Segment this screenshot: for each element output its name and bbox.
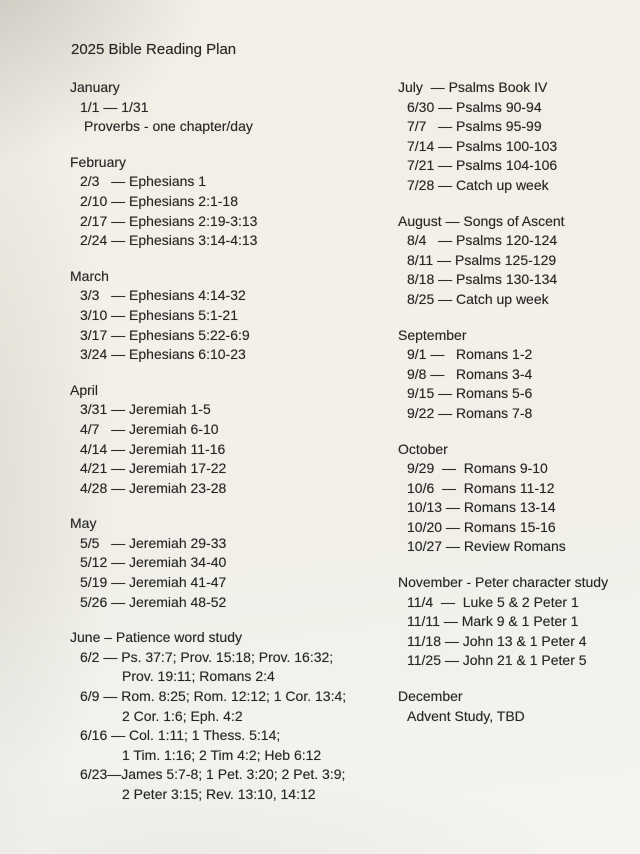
reading-entry: 9/15 — Romans 5-6 (407, 385, 533, 402)
plan-section (70, 267, 400, 365)
reading-entry: 4/14 — Jeremiah 11-16 (80, 440, 226, 457)
month-header: July — Psalms Book IV (398, 79, 548, 95)
reading-continuation: Prov. 19:11; Romans 2:4 (122, 668, 275, 685)
reading-entry: 9/22 — Romans 7-8 (407, 404, 533, 421)
plan-section (70, 78, 400, 137)
reading-entry: 8/4 — Psalms 120-124 (407, 232, 558, 249)
reading-entry: 3/31 — Jeremiah 1-5 (80, 401, 211, 418)
month-header: December (398, 688, 463, 705)
reading-entry: 5/26 — Jeremiah 48-52 (80, 593, 227, 610)
plan-column-right (398, 78, 640, 742)
reading-entry: 5/5 — Jeremiah 29-33 (80, 534, 227, 551)
reading-entry: 8/11 — Psalms 125-129 (407, 251, 557, 268)
reading-entry: 2/10 — Ephesians 2:1-18 (80, 192, 238, 209)
plan-section (398, 573, 640, 671)
reading-entry: 7/7 — Psalms 95-99 (407, 118, 542, 135)
month-header: November - Peter character study (398, 574, 609, 591)
plan-section (398, 440, 640, 558)
reading-entry: 3/3 — Ephesians 4:14-32 (80, 287, 246, 304)
reading-entry: 10/13 — Romans 13-14 (407, 499, 556, 516)
reading-entry: 4/28 — Jeremiah 23-28 (80, 479, 227, 496)
plan-section (70, 628, 400, 804)
reading-entry: 6/30 — Psalms 90-94 (407, 98, 542, 115)
reading-entry: 10/6 — Romans 11-12 (407, 479, 555, 496)
reading-entry: 10/27 — Review Romans (407, 538, 566, 555)
reading-entry: 4/7 — Jeremiah 6-10 (80, 420, 219, 437)
reading-entry: 9/8 — Romans 3-4 (407, 365, 533, 382)
reading-note: Proverbs - one chapter/day (84, 118, 253, 135)
reading-entry: 2/3 — Ephesians 1 (80, 173, 207, 190)
reading-entry: 7/28 — Catch up week (407, 176, 549, 193)
reading-entry: 6/2 — Ps. 37:7; Prov. 15:18; Prov. 16:32; (80, 648, 334, 665)
plan-section (398, 212, 640, 310)
reading-entry: 9/29 — Romans 9-10 (407, 460, 548, 477)
month-header: September (398, 326, 467, 343)
reading-entry: 2/24 — Ephesians 3:14-4:13 (80, 232, 258, 249)
reading-entry: 1/1 — 1/31 (80, 98, 149, 115)
reading-note: Advent Study, TBD (407, 707, 525, 724)
plan-column-left (70, 78, 400, 821)
month-header: May (70, 515, 97, 532)
plan-section (70, 381, 400, 499)
month-header: October (398, 440, 448, 457)
reading-entry: 8/25 — Catch up week (407, 290, 549, 307)
reading-entry: 11/11 — Mark 9 & 1 Peter 1 (407, 613, 579, 630)
reading-entry: 11/25 — John 21 & 1 Peter 5 (407, 652, 587, 669)
reading-entry: 7/14 — Psalms 100-103 (407, 137, 558, 154)
reading-entry: 11/4 — Luke 5 & 2 Peter 1 (407, 593, 579, 610)
month-header: January (70, 79, 120, 95)
plan-section (398, 687, 640, 726)
plan-section (398, 78, 640, 196)
plan-section (70, 153, 400, 251)
reading-entry: 4/21 — Jeremiah 17-22 (80, 460, 227, 477)
reading-continuation: 2 Peter 3:15; Rev. 13:10, 14:12 (122, 786, 316, 802)
reading-entry: 3/10 — Ephesians 5:1-21 (80, 306, 238, 323)
reading-entry: 6/9 — Rom. 8:25; Rom. 12:12; 1 Cor. 13:4; (80, 688, 347, 705)
reading-entry: 5/12 — Jeremiah 34-40 (80, 554, 227, 571)
reading-entry: 3/24 — Ephesians 6:10-23 (80, 346, 246, 363)
month-header: March (70, 267, 109, 284)
reading-entry: 7/21 — Psalms 104-106 (407, 157, 558, 174)
month-header: February (70, 153, 127, 170)
reading-entry: 11/18 — John 13 & 1 Peter 4 (407, 632, 587, 649)
reading-continuation: 1 Tim. 1:16; 2 Tim 4:2; Heb 6:12 (122, 746, 322, 763)
month-header: June – Patience word study (70, 629, 242, 646)
page-title: 2025 Bible Reading Plan (71, 41, 237, 58)
month-header: April (70, 381, 99, 398)
reading-entry: 6/23—James 5:7-8; 1 Pet. 3:20; 2 Pet. 3:9; (80, 766, 346, 783)
reading-entry: 6/16 — Col. 1:11; 1 Thess. 5:14; (80, 727, 281, 744)
reading-entry: 8/18 — Psalms 130-134 (407, 271, 558, 288)
plan-section (70, 514, 400, 612)
month-header: August — Songs of Ascent (398, 212, 565, 229)
plan-section (398, 326, 640, 424)
reading-entry: 2/17 — Ephesians 2:19-3:13 (80, 212, 258, 229)
reading-entry: 9/1 — Romans 1-2 (407, 346, 533, 363)
reading-continuation: 2 Cor. 1:6; Eph. 4:2 (122, 707, 243, 724)
reading-entry: 10/20 — Romans 15-16 (407, 518, 556, 535)
reading-entry: 5/19 — Jeremiah 41-47 (80, 574, 227, 591)
reading-entry: 3/17 — Ephesians 5:22-6:9 (80, 326, 250, 343)
